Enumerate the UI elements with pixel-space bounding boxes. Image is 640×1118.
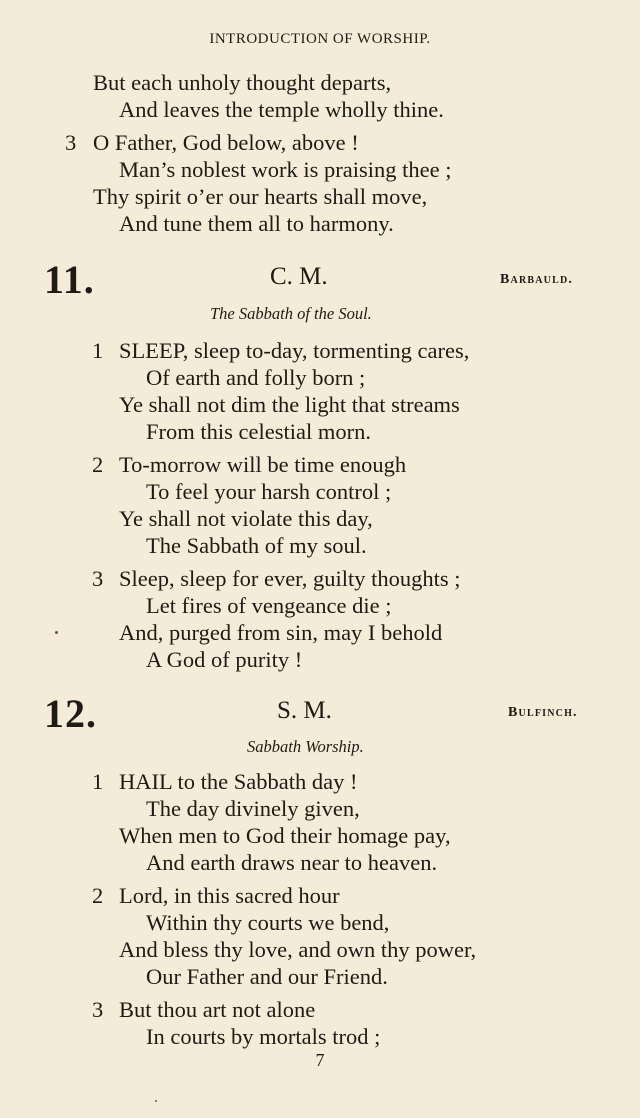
hymn-number: 12.: [44, 691, 97, 736]
stanza-number: 3: [65, 130, 77, 155]
hymn-title: Sabbath Worship.: [247, 737, 364, 756]
verse-line: Within thy courts we bend,: [146, 910, 390, 935]
stanza-number: 2: [92, 452, 104, 477]
hymn-author: Bulfinch.: [508, 705, 578, 720]
verse-line: SLEEP, sleep to-day, tormenting cares,: [119, 338, 470, 363]
verse-line: And leaves the temple wholly thine.: [119, 97, 444, 122]
hymn-title: The Sabbath of the Soul.: [210, 304, 372, 323]
verse-line: To feel your harsh control ;: [146, 479, 392, 504]
verse-line: Of earth and folly born ;: [146, 365, 366, 390]
page-number: 7: [315, 1050, 325, 1070]
verse-line: Ye shall not violate this day,: [119, 506, 373, 531]
paper-speck: [55, 631, 58, 634]
verse-line: The day divinely given,: [146, 796, 360, 821]
stanza-number: 1: [92, 769, 104, 794]
verse-line: Man’s noblest work is praising thee ;: [119, 157, 452, 182]
stanza-number: 3: [92, 997, 104, 1022]
verse-line: Sleep, sleep for ever, guilty thoughts ;: [119, 566, 461, 591]
verse-line: Lord, in this sacred hour: [119, 883, 340, 908]
verse-line: Ye shall not dim the light that streams: [119, 392, 460, 417]
verse-line: HAIL to the Sabbath day !: [119, 769, 358, 794]
verse-line: The Sabbath of my soul.: [146, 533, 367, 558]
verse-line: And bless thy love, and own thy power,: [119, 937, 477, 962]
stanza-number: 2: [92, 883, 104, 908]
verse-line: To-morrow will be time enough: [119, 452, 407, 477]
stanza-number: 1: [92, 338, 104, 363]
running-head: INTRODUCTION OF WORSHIP.: [209, 31, 431, 47]
verse-line: But each unholy thought departs,: [93, 70, 392, 95]
verse-line: Thy spirit o’er our hearts shall move,: [93, 184, 428, 209]
hymn-meter: C. M.: [270, 263, 328, 290]
stanza-number: 3: [92, 566, 104, 591]
verse-line: But thou art not alone: [119, 997, 316, 1022]
hymn-number: 11.: [44, 257, 95, 302]
hymn-author: Barbauld.: [500, 272, 574, 287]
verse-line: In courts by mortals trod ;: [146, 1024, 381, 1049]
hymn-meter: S. M.: [277, 697, 332, 724]
verse-line: O Father, God below, above !: [93, 130, 359, 155]
verse-line: And earth draws near to heaven.: [146, 850, 438, 875]
verse-line: And tune them all to harmony.: [119, 211, 394, 236]
verse-line: From this celestial morn.: [146, 419, 371, 444]
paper-speck: [155, 1100, 157, 1102]
verse-line: Let fires of vengeance die ;: [146, 593, 392, 618]
verse-line: Our Father and our Friend.: [146, 964, 388, 989]
verse-line: And, purged from sin, may I behold: [119, 620, 443, 645]
verse-line: A God of purity !: [146, 647, 303, 672]
verse-line: When men to God their homage pay,: [119, 823, 451, 848]
